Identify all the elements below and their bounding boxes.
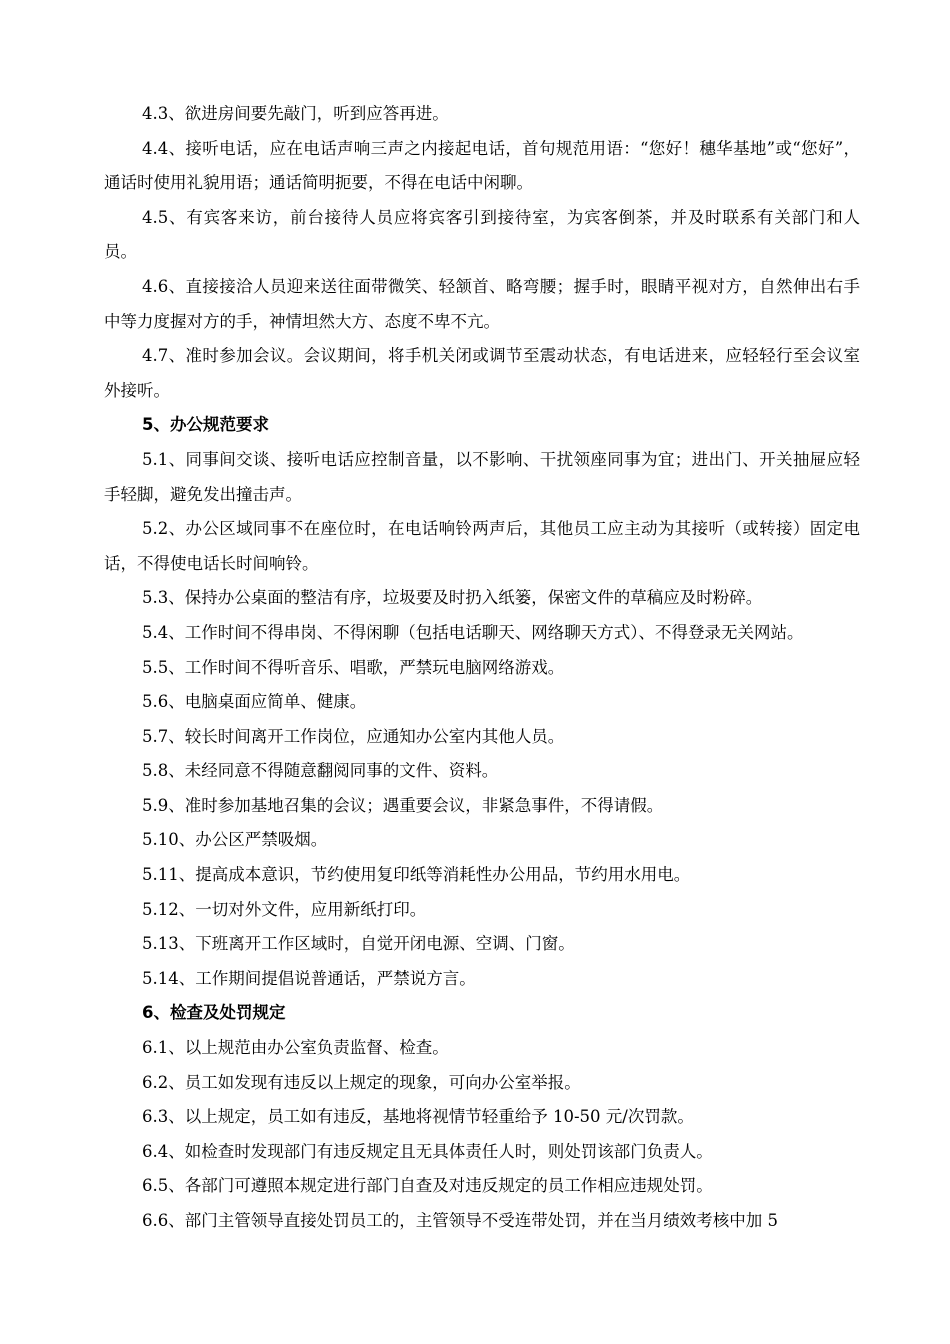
paragraph-5-1: 5.1、同事间交谈、接听电话应控制音量，以不影响、干扰领座同事为宜；进出门、开关抽屉应轻手轻脚，避免发出撞击声。 [104,449,860,504]
paragraph-5-11: 5.11、提高成本意识，节约使用复印纸等消耗性办公用品，节约用水用电。 [142,865,691,885]
paragraph-4-4: 4.4、接听电话，应在电话声响三声之内接起电话，首句规范用语：“您好！穗华基地”或“您好”，通话时使用礼貌用语；通话简明扼要，不得在电话中闲聊。 [104,138,860,193]
section-6-heading: 6、检查及处罚规定 [142,1003,286,1023]
paragraph-6-4: 6.4、如检查时发现部门有违反规定且无具体责任人时，则处罚该部门负责人。 [142,1141,713,1161]
paragraph-5-12: 5.12、一切对外文件，应用新纸打印。 [142,899,427,919]
paragraph-5-13: 5.13、下班离开工作区域时，自觉开闭电源、空调、门窗。 [142,934,575,954]
paragraph-6-3: 6.3、以上规定，员工如有违反，基地将视情节轻重给予 10-50 元/次罚款。 [142,1107,694,1127]
paragraph-6-2: 6.2、员工如发现有违反以上规定的现象，可向办公室举报。 [142,1072,581,1092]
document-body [104,97,860,1239]
paragraph-5-2: 5.2、办公区域同事不在座位时，在电话响铃两声后，其他员工应主动为其接听（或转接）固定电话，不得使电话长时间响铃。 [104,519,860,573]
paragraph-5-10: 5.10、办公区严禁吸烟。 [142,830,328,850]
paragraph-5-7: 5.7、较长时间离开工作岗位，应通知办公室内其他人员。 [142,726,565,746]
paragraph-5-6: 5.6、电脑桌面应简单、健康。 [142,692,367,712]
paragraph-4-3: 4.3、欲进房间要先敲门，听到应答再进。 [142,104,449,123]
paragraph-5-5: 5.5、工作时间不得听音乐、唱歌，严禁玩电脑网络游戏。 [142,657,565,677]
paragraph-5-9: 5.9、准时参加基地召集的会议；遇重要会议，非紧急事件，不得请假。 [142,795,664,815]
section-5-heading: 5、办公规范要求 [142,415,269,435]
paragraph-4-7: 4.7、准时参加会议。会议期间，将手机关闭或调节至震动状态，有电话进来，应轻轻行至会议室外接听。 [104,346,860,400]
paragraph-6-5: 6.5、各部门可遵照本规定进行部门自查及对违反规定的员工作相应违规处罚。 [142,1176,713,1196]
paragraph-6-6: 6.6、部门主管领导直接处罚员工的，主管领导不受连带处罚，并在当月绩效考核中加 5 [142,1211,778,1230]
paragraph-5-8: 5.8、未经同意不得随意翻阅同事的文件、资料。 [142,761,499,781]
paragraph-4-6: 4.6、直接接洽人员迎来送往面带微笑、轻颔首、略弯腰；握手时，眼睛平视对方，自然伸出右手中等力度握对方的手，神情坦然大方、态度不卑不亢。 [104,276,860,331]
paragraph-5-3: 5.3、保持办公桌面的整洁有序，垃圾要及时扔入纸篓，保密文件的草稿应及时粉碎。 [142,588,763,608]
paragraph-5-14: 5.14、工作期间提倡说普通话，严禁说方言。 [142,968,476,988]
paragraph-5-4: 5.4、工作时间不得串岗、不得闲聊（包括电话聊天、网络聊天方式）、不得登录无关网站。 [142,622,804,642]
paragraph-6-1: 6.1、以上规范由办公室负责监督、检查。 [142,1038,449,1058]
paragraph-4-5: 4.5、有宾客来访，前台接待人员应将宾客引到接待室，为宾客倒茶，并及时联系有关部门和人员。 [104,207,860,262]
